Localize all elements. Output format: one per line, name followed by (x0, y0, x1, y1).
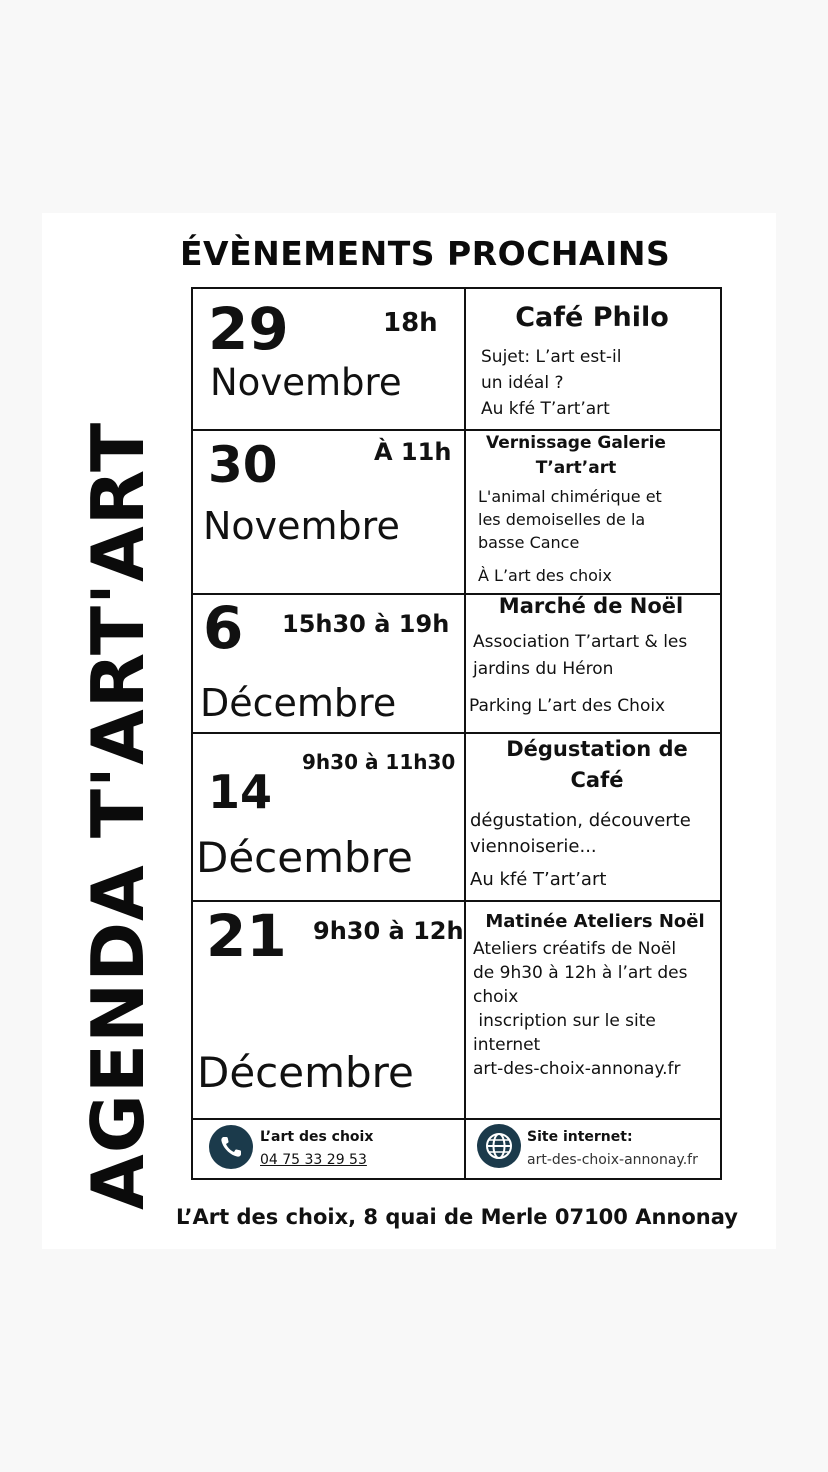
event-title: Vernissage Galerie (486, 433, 666, 453)
event-detail: jardins du Héron (473, 659, 614, 679)
event-time: 9h30 à 11h30 (302, 750, 456, 774)
event-detail: un idéal ? (481, 373, 564, 393)
event-day: 14 (208, 765, 273, 819)
page-title: ÉVÈNEMENTS PROCHAINS (180, 234, 671, 273)
event-month: Novembre (203, 504, 400, 548)
agenda-vertical-title: AGENDA T'ART'ART (76, 421, 160, 1210)
event-detail: L'animal chimérique et (478, 487, 662, 506)
event-detail: Au kfé T’art’art (481, 399, 610, 419)
event-time: 15h30 à 19h (282, 610, 450, 638)
event-day: 21 (206, 902, 287, 970)
event-time: 18h (383, 308, 438, 338)
event-title: Dégustation de (506, 737, 688, 761)
event-time: 9h30 à 12h (313, 917, 464, 945)
event-title: Café (570, 768, 624, 792)
event-day: 30 (208, 436, 278, 494)
event-time: À 11h (374, 438, 452, 466)
events-table (191, 287, 722, 1180)
site-link[interactable]: art-des-choix-annonay.fr (527, 1152, 698, 1168)
event-detail: Ateliers créatifs de Noël (473, 939, 677, 959)
event-detail: À L’art des choix (478, 566, 612, 585)
event-title: Matinée Ateliers Noël (485, 911, 705, 932)
row-divider (193, 732, 720, 734)
event-detail: viennoiserie... (470, 836, 597, 857)
event-detail: internet (473, 1035, 541, 1055)
event-detail: Parking L’art des Choix (469, 696, 666, 716)
row-divider (193, 429, 720, 431)
event-month: Décembre (197, 1048, 414, 1097)
globe-icon (477, 1124, 521, 1168)
event-detail: basse Cance (478, 533, 580, 552)
event-detail: dégustation, découverte (470, 810, 691, 831)
phone-label: L’art des choix (260, 1129, 374, 1145)
event-month: Novembre (210, 361, 402, 404)
event-detail: art-des-choix-annonay.fr (473, 1059, 681, 1079)
event-title: Café Philo (515, 302, 669, 333)
event-day: 29 (208, 295, 289, 363)
event-detail: les demoiselles de la (478, 510, 646, 529)
event-detail: inscription sur le site (473, 1011, 656, 1031)
row-divider (193, 1118, 720, 1120)
address: L’Art des choix, 8 quai de Merle 07100 Annonay (176, 1205, 738, 1229)
event-detail: Association T’artart & les (473, 632, 688, 652)
event-detail: de 9h30 à 12h à l’art des (473, 963, 688, 983)
event-title: T’art’art (535, 458, 617, 478)
event-title: Marché de Noël (498, 594, 684, 618)
event-day: 6 (203, 594, 244, 662)
phone-icon (209, 1125, 253, 1169)
event-detail: Au kfé T’art’art (470, 869, 607, 890)
event-month: Décembre (196, 833, 413, 882)
site-label: Site internet: (527, 1129, 633, 1145)
event-detail: choix (473, 987, 519, 1007)
event-month: Décembre (200, 681, 397, 725)
phone-link[interactable]: 04 75 33 29 53 (260, 1152, 367, 1168)
event-detail: Sujet: L’art est-il (481, 347, 622, 367)
